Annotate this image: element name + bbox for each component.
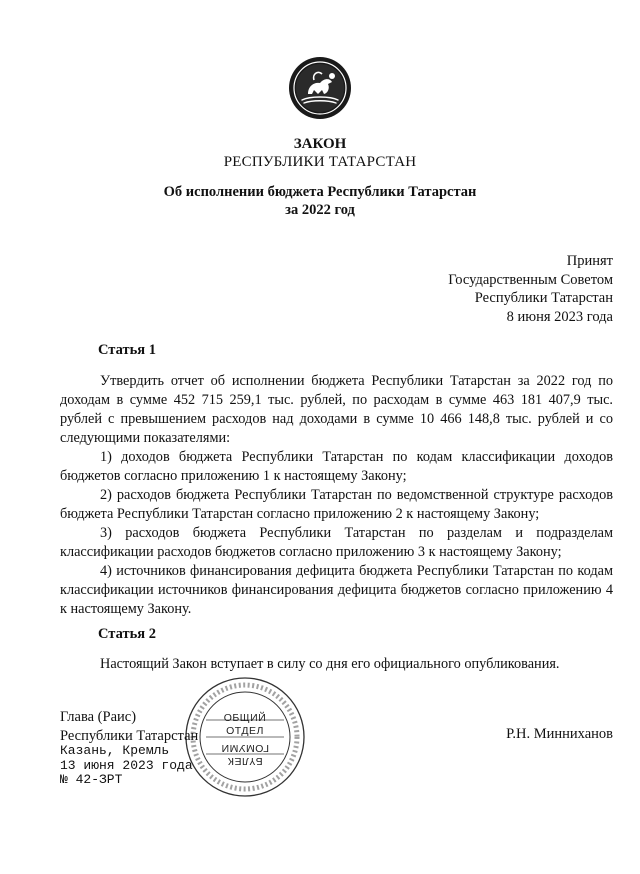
stamp-text-1: ОБЩИЙ bbox=[223, 712, 267, 724]
article-2-heading: Статья 2 bbox=[98, 626, 156, 642]
footer-block bbox=[60, 744, 193, 788]
article-1-item: 4) источников финансирования дефицита бюджета Республики Татарстан по кодам классификации источников финансирования дефицита бюджетов согласно приложению 4 к настоящему Закону. bbox=[60, 563, 613, 617]
adoption-line-2: Государственным Советом bbox=[448, 271, 613, 288]
stamp-text-4: БҮЛЕК bbox=[227, 755, 263, 767]
law-name-line1: Об исполнении бюджета Республики Татарстан bbox=[163, 184, 477, 200]
signer-name: Р.Н. Минниханов bbox=[506, 726, 613, 742]
footer-date: 13 июня 2023 года bbox=[60, 757, 193, 773]
article-1-heading: Статья 1 bbox=[98, 342, 156, 358]
article-1-item: 1) доходов бюджета Республики Татарстан по кодам классификации доходов бюджетов согласно приложению 1 к настоящему Закону; bbox=[60, 449, 613, 484]
stamp-text-2: ОТДЕЛ bbox=[226, 725, 264, 737]
article-1-body bbox=[60, 372, 613, 619]
signature-position bbox=[60, 708, 198, 745]
article-2-paragraph: Настоящий Закон вступает в силу со дня его официального опубликования. bbox=[100, 656, 560, 672]
law-name-line2: за 2022 год bbox=[285, 202, 355, 218]
adoption-line-1: Принят bbox=[566, 253, 613, 269]
law-title: ЗАКОН bbox=[293, 136, 347, 152]
article-2-body bbox=[60, 655, 613, 674]
republic-subtitle: РЕСПУБЛИКИ ТАТАРСТАН bbox=[223, 154, 417, 170]
article-1-paragraph: Утвердить отчет об исполнении бюджета Республики Татарстан за 2022 год по доходам в сумме 452 715 259,1 тыс. рублей, по расходам в сумме 463 181 407,9 тыс. рублей с превышением расходов над доходами в сумме 10 466 148,8 тыс. рублей и со следующими показателями: bbox=[60, 373, 613, 446]
article-1-item: 3) расходов бюджета Республики Татарстан по разделам и подразделам классификации расходов бюджетов согласно приложению 3 к настоящему Закону; bbox=[60, 525, 613, 560]
signature-position-line1: Глава (Раис) bbox=[60, 709, 137, 725]
article-1-item: 2) расходов бюджета Республики Татарстан по ведомственной структуре расходов бюджета Республики Татарстан согласно приложению 2 к настоящему Закону; bbox=[60, 487, 613, 522]
signature-position-line2: Республики Татарстан bbox=[60, 727, 199, 744]
adoption-date: 8 июня 2023 года bbox=[506, 308, 613, 325]
adoption-block bbox=[448, 252, 613, 326]
tatarstan-emblem-icon bbox=[288, 56, 352, 120]
official-stamp-icon bbox=[184, 676, 306, 798]
footer-place: Казань, Кремль bbox=[60, 743, 170, 758]
adoption-line-3: Республики Татарстан bbox=[474, 290, 613, 306]
stamp-text-3: ГОМУМИ bbox=[221, 742, 269, 754]
footer-number: № 42-ЗРТ bbox=[60, 772, 123, 787]
